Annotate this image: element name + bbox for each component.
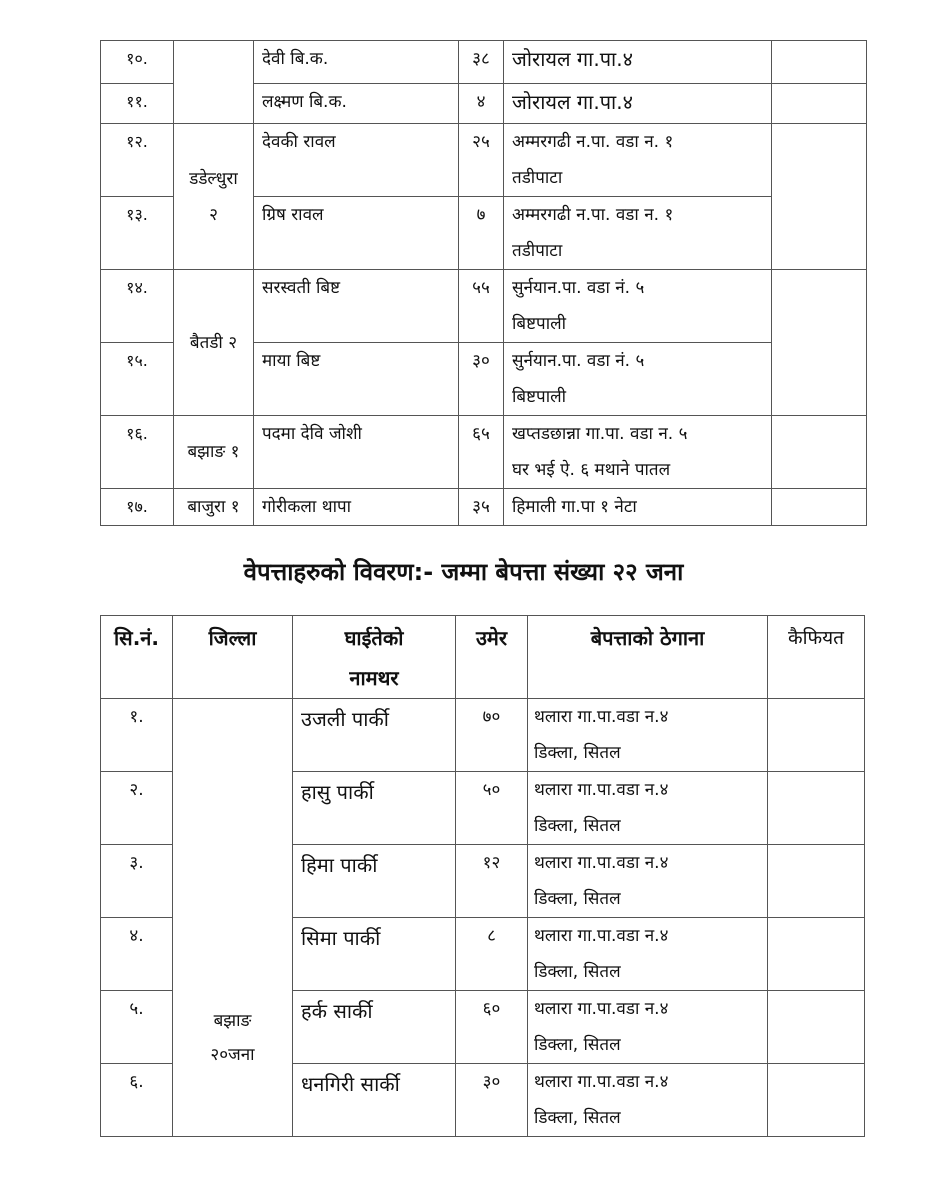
address	[528, 918, 768, 991]
serial-number: ५.	[101, 991, 173, 1064]
remarks-cell	[768, 918, 865, 991]
table-row	[101, 416, 867, 489]
serial-number: १०.	[101, 41, 174, 84]
address-line: बिष्टपाली	[512, 387, 567, 407]
address-line: डिक्ला, सितल	[534, 743, 621, 763]
district-name: बैतडी २	[189, 332, 238, 353]
address-line: डिक्ला, सितल	[534, 889, 621, 909]
person-name: हासु पार्की	[293, 772, 456, 845]
address-line: हिमाली गा.पा १ नेटा	[512, 497, 637, 517]
address-line: घर भई ऐ. ६ मथाने पातल	[512, 460, 671, 480]
serial-number: १३.	[101, 197, 174, 270]
address	[504, 270, 772, 343]
person-name: धनगिरी सार्की	[293, 1064, 456, 1137]
address	[504, 124, 772, 197]
address-line: डिक्ला, सितल	[534, 962, 621, 982]
address	[528, 1064, 768, 1137]
address	[528, 699, 768, 772]
address-line: डिक्ला, सितल	[534, 816, 621, 836]
age: १२	[456, 845, 528, 918]
person-name: हर्क सार्की	[293, 991, 456, 1064]
address-line: डिक्ला, सितल	[534, 1035, 621, 1055]
age: ५५	[459, 270, 504, 343]
age: ७	[459, 197, 504, 270]
remarks-cell	[768, 699, 865, 772]
district-name: डडेल्धुरा	[189, 168, 238, 189]
serial-number: १५.	[101, 343, 174, 416]
age: ३५	[459, 489, 504, 526]
header-row	[101, 616, 865, 699]
header-serial-number: सि.नं.	[101, 616, 173, 699]
remarks-cell	[768, 1064, 865, 1137]
person-name: देवी बि.क.	[254, 41, 459, 84]
address-line: तडीपाटा	[512, 241, 563, 261]
serial-number: ११.	[101, 84, 174, 124]
age: ६५	[459, 416, 504, 489]
age: ५०	[456, 772, 528, 845]
remarks-cell	[768, 845, 865, 918]
serial-number: १६.	[101, 416, 174, 489]
district-count: २	[209, 204, 218, 225]
district-cell	[174, 416, 254, 489]
age: ७०	[456, 699, 528, 772]
person-name: पदमा देवि जोशी	[254, 416, 459, 489]
address-line: अम्मरगढी न.पा. वडा न. १	[512, 132, 674, 152]
address-line: जोरायल गा.पा.४	[512, 90, 633, 114]
address	[504, 197, 772, 270]
table-row	[101, 489, 867, 526]
table-row	[101, 124, 867, 197]
table-row	[101, 41, 867, 84]
age: ३८	[459, 41, 504, 84]
address-line: सुर्नयान.पा. वडा नं. ५	[512, 351, 645, 371]
address-line: बिष्टपाली	[512, 314, 567, 334]
address	[504, 84, 772, 124]
address-line: थलारा गा.पा.वडा न.४	[534, 707, 669, 727]
district-cell	[174, 270, 254, 416]
missing-persons-table	[100, 615, 865, 1137]
address	[504, 41, 772, 84]
remarks-cell	[772, 416, 867, 489]
remarks-cell	[768, 772, 865, 845]
district-cell	[174, 41, 254, 124]
address-line: थलारा गा.पा.वडा न.४	[534, 853, 669, 873]
address-line: थलारा गा.पा.वडा न.४	[534, 780, 669, 800]
person-name: देवकी रावल	[254, 124, 459, 197]
district-cell	[174, 489, 254, 526]
section-heading: वेपत्ताहरुको विवरण:- जम्मा बेपत्ता संख्या २२ जना	[243, 558, 684, 586]
table-row	[101, 270, 867, 343]
address	[504, 416, 772, 489]
remarks-cell	[772, 84, 867, 124]
serial-number: १७.	[101, 489, 174, 526]
district-cell	[173, 699, 293, 1137]
address	[528, 991, 768, 1064]
address-line: थलारा गा.पा.वडा न.४	[534, 926, 669, 946]
remarks-cell	[772, 270, 867, 416]
header-name-line: नामथर	[349, 666, 399, 690]
age: ४	[459, 84, 504, 124]
header-age: उमेर	[456, 616, 528, 699]
address-line: डिक्ला, सितल	[534, 1108, 621, 1128]
district-name: बझाङ १	[187, 442, 240, 462]
address	[528, 845, 768, 918]
address-line: थलारा गा.पा.वडा न.४	[534, 1072, 669, 1092]
address-line: खप्तडछान्ना गा.पा. वडा न. ५	[512, 424, 688, 444]
address	[528, 772, 768, 845]
address-line: जोरायल गा.पा.४	[512, 47, 633, 71]
address	[504, 489, 772, 526]
header-district: जिल्ला	[173, 616, 293, 699]
address-line: अम्मरगढी न.पा. वडा न. १	[512, 205, 674, 225]
district-cell	[174, 124, 254, 270]
person-name: गोरीकला थापा	[254, 489, 459, 526]
remarks-cell	[772, 41, 867, 84]
age: ३०	[459, 343, 504, 416]
age: ८	[456, 918, 528, 991]
person-name: लक्ष्मण बि.क.	[254, 84, 459, 124]
header-address: बेपत्ताको ठेगाना	[528, 616, 768, 699]
header-remarks: कैफियत	[768, 616, 865, 699]
age: ३०	[456, 1064, 528, 1137]
header-name-line: घाईतेको	[344, 626, 404, 650]
person-name: सरस्वती बिष्ट	[254, 270, 459, 343]
age: २५	[459, 124, 504, 197]
remarks-cell	[772, 489, 867, 526]
age: ६०	[456, 991, 528, 1064]
person-name: हिमा पार्की	[293, 845, 456, 918]
serial-number: ६.	[101, 1064, 173, 1137]
injured-table-continued	[100, 40, 867, 526]
serial-number: २.	[101, 772, 173, 845]
district-name: बाजुरा १	[187, 497, 240, 517]
address	[504, 343, 772, 416]
table-row	[101, 699, 865, 772]
remarks-cell	[768, 991, 865, 1064]
serial-number: ४.	[101, 918, 173, 991]
address-line: तडीपाटा	[512, 168, 563, 188]
remarks-cell	[772, 124, 867, 270]
person-name: माया बिष्ट	[254, 343, 459, 416]
district-name: बझाङ	[213, 1011, 252, 1031]
person-name: ग्रिष रावल	[254, 197, 459, 270]
person-name: सिमा पार्की	[293, 918, 456, 991]
district-count: २०जना	[210, 1045, 255, 1065]
person-name: उजली पार्की	[293, 699, 456, 772]
header-name	[293, 616, 456, 699]
serial-number: १२.	[101, 124, 174, 197]
serial-number: ३.	[101, 845, 173, 918]
address-line: थलारा गा.पा.वडा न.४	[534, 999, 669, 1019]
address-line: सुर्नयान.पा. वडा नं. ५	[512, 278, 645, 298]
serial-number: १४.	[101, 270, 174, 343]
serial-number: १.	[101, 699, 173, 772]
